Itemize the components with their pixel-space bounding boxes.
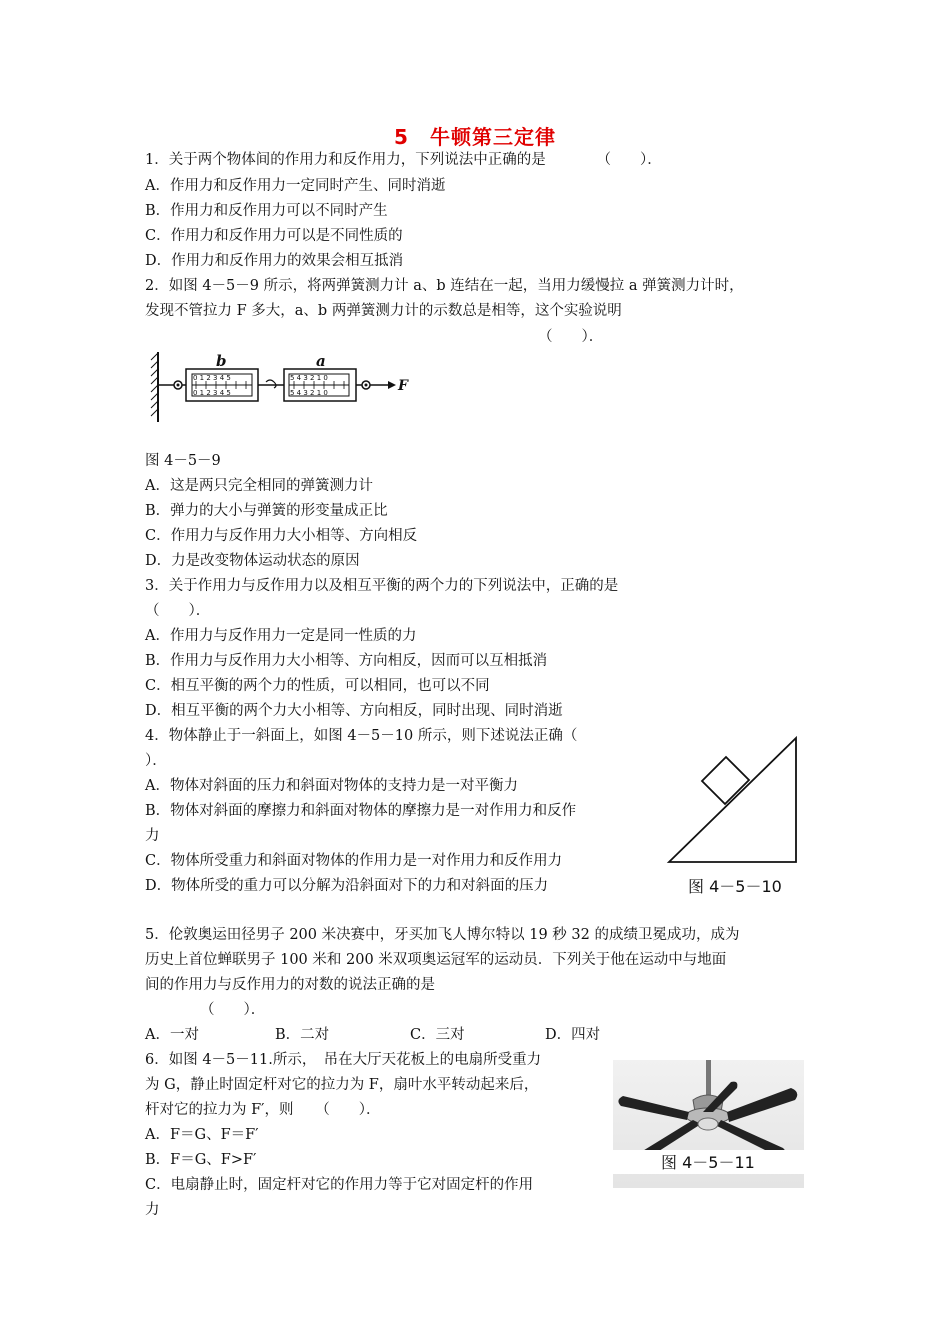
q1-option-a: A．作用力和反作用力一定同时产生、同时消逝 — [145, 178, 446, 194]
q4-option-b: B．物体对斜面的摩擦力和斜面对物体的摩擦力是一对作用力和反作 — [145, 803, 577, 819]
q2-option-a: A．这是两只完全相同的弹簧测力计 — [145, 478, 373, 494]
q6-figure-caption: 图 4－5－11 — [661, 1153, 755, 1172]
q1-option-b: B．作用力和反作用力可以不同时产生 — [145, 203, 388, 219]
q3-stem-line2: （ ）． — [145, 603, 211, 619]
q6-option-a: A．F＝G、F＝F′ — [145, 1127, 259, 1143]
spring-scale-figure — [148, 348, 418, 426]
q3-option-b: B．作用力与反作用力大小相等、方向相反，因而可以互相抵消 — [145, 653, 548, 669]
ceiling-fan-photo — [613, 1060, 804, 1188]
q4-figure-caption: 图 4－5－10 — [688, 877, 782, 896]
q5-stem-line2: 历史上首位蝉联男子 100 米和 200 米双项奥运冠军的运动员．下列关于他在运动中与地面 — [145, 952, 727, 968]
q2-option-c: C．作用力与反作用力大小相等、方向相反 — [145, 528, 418, 544]
q4-stem-line2: ）． — [145, 753, 167, 769]
svg-text:0 1 2 3 4 5: 0 1 2 3 4 5 — [193, 374, 231, 382]
q6-stem-line2: 为 G，静止时固定杆对它的拉力为 F，扇叶水平转动起来后， — [145, 1077, 539, 1093]
q4-option-a: A．物体对斜面的压力和斜面对物体的支持力是一对平衡力 — [145, 778, 518, 794]
q3-stem-line1: 3．关于作用力与反作用力以及相互平衡的两个力的下列说法中，正确的是 — [145, 578, 619, 594]
q1-stem: 1．关于两个物体间的作用力和反作用力，下列说法中正确的是 （ ）． — [145, 152, 662, 168]
q5-option-d: D．四对 — [545, 1027, 601, 1043]
q1-option-c: C．作用力和反作用力可以是不同性质的 — [145, 228, 403, 244]
q4-option-d: D．物体所受的重力可以分解为沿斜面对下的力和对斜面的压力 — [145, 878, 549, 894]
q3-option-c: C．相互平衡的两个力的性质，可以相同，也可以不同 — [145, 678, 490, 694]
q5-option-a: A．一对 — [145, 1027, 199, 1043]
label-a: a — [316, 352, 326, 370]
q2-figure-caption: 图 4－5－9 — [145, 453, 221, 469]
q2-stem-line1: 2．如图 4－5－9 所示，将两弹簧测力计 a、b 连结在一起，当用力缓慢拉 a 弹簧测力计时， — [145, 278, 744, 294]
q6-option-c-cont: 力 — [145, 1202, 160, 1218]
svg-text:5 4 3 2 1 0: 5 4 3 2 1 0 — [290, 389, 328, 397]
q5-stem-line1: 5．伦敦奥运田径男子 200 米决赛中，牙买加飞人博尔特以 19 秒 32 的成绩卫冕成功，成为 — [145, 927, 740, 943]
q5-option-b: B．二对 — [275, 1027, 330, 1043]
q6-option-c: C．电扇静止时，固定杆对它的作用力等于它对固定杆的作用 — [145, 1177, 534, 1193]
label-f: F — [398, 378, 408, 394]
svg-text:5 4 3 2 1 0: 5 4 3 2 1 0 — [290, 374, 328, 382]
q5-answer-bracket: （ ）． — [200, 1002, 266, 1018]
q6-stem-line3: 杆对它的拉力为 F′，则 （ ）． — [145, 1102, 381, 1118]
q3-option-d: D．相互平衡的两个力大小相等、方向相反，同时出现、同时消逝 — [145, 703, 563, 719]
q4-option-b-cont: 力 — [145, 828, 160, 844]
page-title: 5 牛顿第三定律 — [394, 125, 556, 149]
incline-figure — [665, 735, 800, 865]
q5-stem-line3: 间的作用力与反作用力的对数的说法正确的是 — [145, 977, 435, 993]
label-b: b — [216, 352, 227, 370]
q6-option-b: B．F＝G、F>F′ — [145, 1152, 257, 1168]
q2-option-d: D．力是改变物体运动状态的原因 — [145, 553, 360, 569]
q2-answer-bracket: （ ）． — [538, 329, 604, 345]
q5-option-c: C．三对 — [410, 1027, 465, 1043]
svg-text:0 1 2 3 4 5: 0 1 2 3 4 5 — [193, 389, 231, 397]
q3-option-a: A．作用力与反作用力一定是同一性质的力 — [145, 628, 417, 644]
q4-option-c: C．物体所受重力和斜面对物体的作用力是一对作用力和反作用力 — [145, 853, 563, 869]
q2-stem-line2: 发现不管拉力 F 多大，a、b 两弹簧测力计的示数总是相等，这个实验说明 — [145, 303, 622, 319]
q4-stem-line1: 4．物体静止于一斜面上，如图 4－5－10 所示，则下述说法正确（ — [145, 728, 578, 744]
q2-option-b: B．弹力的大小与弹簧的形变量成正比 — [145, 503, 388, 519]
q6-stem-line1: 6．如图 4－5－11.所示， 吊在大厅天花板上的电扇所受重力 — [145, 1052, 542, 1068]
q1-option-d: D．作用力和反作用力的效果会相互抵消 — [145, 253, 404, 269]
